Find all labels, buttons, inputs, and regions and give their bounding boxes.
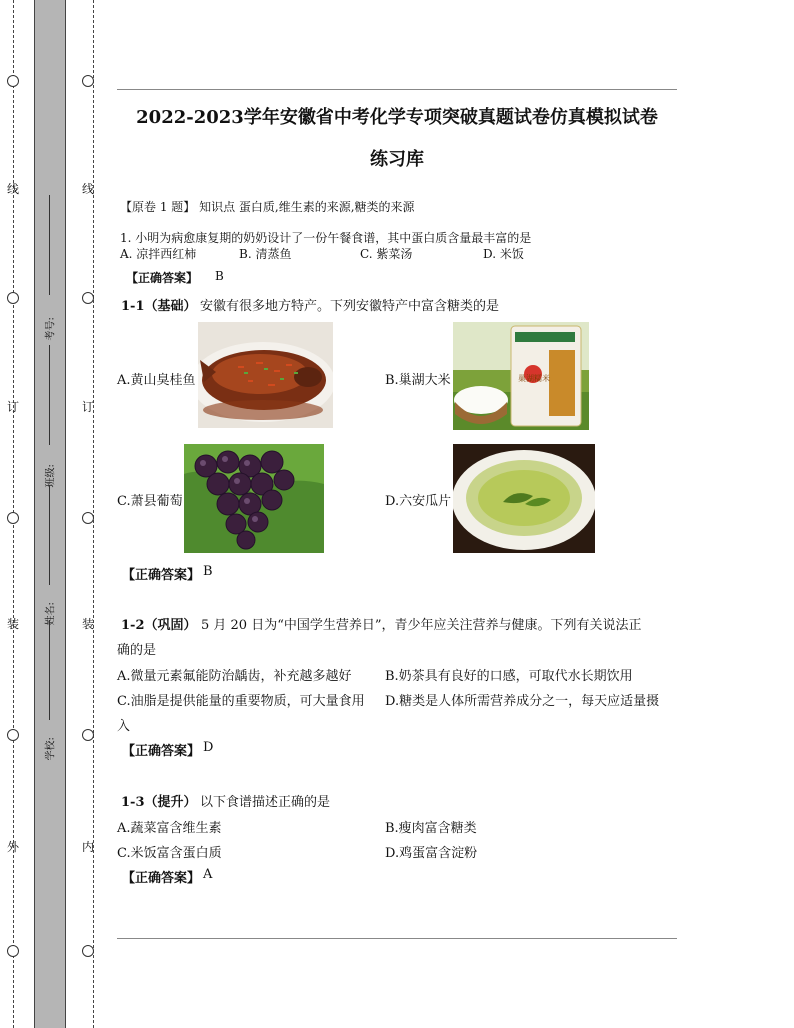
field-school: 学校: (45, 737, 57, 761)
rice-bag-label: 巢湖糯米 (518, 374, 550, 383)
margin-char-ding: 订 (81, 400, 94, 414)
option-d: D.鸡蛋富含淀粉 (385, 846, 478, 861)
option-a: A.蔬菜富含维生素 (117, 821, 222, 836)
question-stem: 5 月 20 日为“中国学生营养日”，青少年应关注营养与健康。下列有关说法正 (201, 618, 642, 633)
page-subtitle: 练习库 (370, 149, 424, 170)
option-c: C. 紫菜汤 (360, 247, 413, 261)
option-d: D. 米饭 (483, 247, 524, 261)
question-stem: 以下食谱描述正确的是 (200, 795, 331, 810)
field-class-line[interactable] (49, 345, 50, 445)
question-number: 1-1（基础） (121, 299, 197, 314)
option-d: D.六安瓜片 (385, 494, 452, 509)
answer-label: 【正确答案】 (122, 744, 201, 759)
option-d-cont: 入 (117, 719, 131, 734)
answer-value: A (203, 867, 213, 882)
option-b: B.瘦肉富含糖类 (385, 821, 477, 836)
binding-hole (82, 75, 94, 87)
question-number: 1-2（巩固） (121, 618, 197, 633)
binding-hole (82, 512, 94, 524)
original-header: 【原卷 1 题】 知识点 蛋白质,维生素的来源,糖类的来源 (120, 200, 415, 214)
original-question: 1. 小明为病愈康复期的奶奶设计了一份午餐食谱，其中蛋白质含量最丰富的是 (120, 231, 532, 245)
field-exam-number-line[interactable] (49, 195, 50, 295)
binding-hole (82, 292, 94, 304)
answer-value: B (203, 564, 213, 579)
top-rule (117, 89, 677, 90)
green-tea-image (453, 444, 595, 553)
question-number: 1-3（提升） (121, 795, 197, 810)
answer-label: 【正确答案】 (122, 871, 201, 886)
answer-value: D (203, 740, 214, 755)
answer-label: 【正确答案】 (122, 568, 201, 583)
option-b: B.巢湖大米 (385, 373, 451, 388)
margin-char-xian: 线 (6, 182, 19, 196)
margin-char-ding: 订 (6, 400, 19, 414)
option-a: A.微量元素氟能防治龋齿，补充越多越好 (117, 669, 352, 684)
page-title: 2022-2023学年安徽省中考化学专项突破真题试卷仿真模拟试卷 (136, 107, 658, 128)
field-exam-number: 考号: (45, 317, 57, 341)
margin-char-wai: 外 (6, 840, 19, 854)
binding-hole (82, 729, 94, 741)
field-name-line[interactable] (49, 485, 50, 585)
binding-hole (7, 729, 19, 741)
option-c: C.米饭富含蛋白质 (117, 846, 222, 861)
field-name: 姓名: (45, 602, 57, 626)
answer-label: 【正确答案】 (126, 271, 199, 285)
answer-value: B (215, 269, 224, 283)
binding-gray-bar (34, 0, 66, 1028)
margin-char-zhuang: 装 (81, 617, 94, 631)
option-a: A.黄山臭桂鱼 (117, 373, 196, 388)
option-b: B. 清蒸鱼 (239, 247, 292, 261)
option-c: C.萧县葡萄 (117, 494, 183, 509)
grapes-image (184, 444, 324, 553)
option-a: A. 凉拌西红柿 (120, 247, 197, 261)
option-d: D.糖类是人体所需营养成分之一，每天应适量摄 (385, 694, 660, 709)
binding-hole (7, 512, 19, 524)
question-stem-cont: 确的是 (117, 643, 157, 658)
binding-hole (82, 945, 94, 957)
margin-char-nei: 内 (81, 840, 94, 854)
binding-hole (7, 292, 19, 304)
option-c: C.油脂是提供能量的重要物质，可大量食用 (117, 694, 365, 709)
fish-dish-image (198, 322, 333, 428)
bottom-rule (117, 938, 677, 939)
field-class: 班级: (45, 464, 57, 488)
binding-hole (7, 945, 19, 957)
binding-hole (7, 75, 19, 87)
question-stem: 安徽有很多地方特产。下列安徽特产中富含糖类的是 (200, 299, 500, 314)
margin-char-xian: 线 (81, 182, 94, 196)
field-school-line[interactable] (49, 620, 50, 720)
margin-char-zhuang: 装 (6, 617, 19, 631)
option-b: B.奶茶具有良好的口感，可取代水长期饮用 (385, 669, 633, 684)
